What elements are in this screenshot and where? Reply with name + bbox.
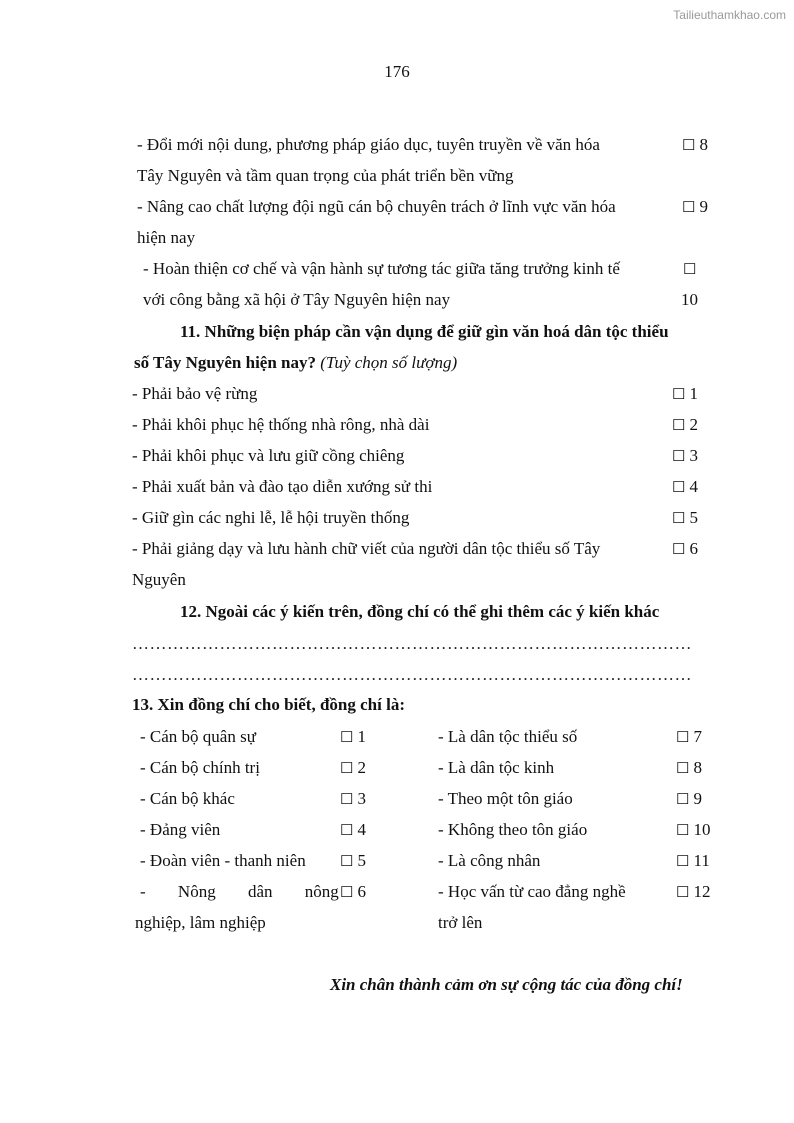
q11-item-3-checkbox[interactable]: ☐ 3 bbox=[672, 446, 698, 465]
q13-right-item-8-checkbox[interactable]: ☐ 8 bbox=[676, 758, 702, 777]
q13-left-item-5-checkbox[interactable]: ☐ 5 bbox=[340, 851, 366, 870]
q12-answer-line2[interactable]: …………………………………………………………………………………… bbox=[132, 665, 692, 684]
q11-item-1-label: - Phải bảo vệ rừng bbox=[132, 384, 258, 403]
q13-right-item-7-label: - Là dân tộc thiểu số bbox=[438, 727, 578, 746]
checkbox-icon: ☐ bbox=[676, 730, 690, 746]
q10-item-10-text-line1: - Hoàn thiện cơ chế và vận hành sự tương tác giữa tăng trưởng kinh tế bbox=[143, 259, 620, 278]
q13-left-item-6-checkbox[interactable]: ☐ 6 bbox=[340, 882, 366, 901]
checkbox-icon: ☐ bbox=[340, 854, 354, 870]
q11-item-5-label: - Giữ gìn các nghi lễ, lễ hội truyền thống bbox=[132, 508, 410, 527]
checkbox-icon: ☐ bbox=[676, 761, 690, 777]
q13-right-item-12-checkbox[interactable]: ☐ 12 bbox=[676, 882, 711, 901]
watermark: Tailieuthamkhao.com bbox=[673, 8, 786, 22]
q13-left-item-6-label: - Nông dân nông bbox=[140, 882, 339, 901]
q11-item-1-checkbox[interactable]: ☐ 1 bbox=[672, 384, 698, 403]
checkbox-icon: ☐ bbox=[676, 885, 690, 901]
q11-item-2-label: - Phải khôi phục hệ thống nhà rông, nhà dài bbox=[132, 415, 430, 434]
q13-right-item-7-checkbox[interactable]: ☐ 7 bbox=[676, 727, 702, 746]
checkbox-icon: ☐ bbox=[672, 542, 686, 558]
q10-item-8-checkbox[interactable]: ☐ 8 bbox=[682, 135, 708, 154]
checkbox-icon: ☐ bbox=[676, 823, 690, 839]
q13-left-item-2-checkbox[interactable]: ☐ 2 bbox=[340, 758, 366, 777]
q11-title-line1: 11. Những biện pháp cần vận dụng để giữ gìn văn hoá dân tộc thiểu bbox=[180, 322, 669, 341]
checkbox-icon: ☐ bbox=[682, 200, 696, 216]
checkbox-icon: ☐ bbox=[340, 761, 354, 777]
closing-thanks: Xin chân thành cảm ơn sự cộng tác của đồng chí! bbox=[330, 975, 683, 994]
q13-right-item-8-label: - Là dân tộc kinh bbox=[438, 758, 555, 777]
checkbox-icon: ☐ bbox=[672, 387, 686, 403]
checkbox-icon: ☐ bbox=[672, 418, 686, 434]
checkbox-icon: ☐ bbox=[340, 792, 354, 808]
q10-item-9-text-line1: - Nâng cao chất lượng đội ngũ cán bộ chuyên trách ở lĩnh vực văn hóa bbox=[137, 197, 616, 216]
q13-right-item-10-label: - Không theo tôn giáo bbox=[438, 820, 588, 839]
q10-item-10-checkbox[interactable] bbox=[683, 259, 696, 280]
q13-right-item-10-checkbox[interactable]: ☐ 10 bbox=[676, 820, 711, 839]
q13-right-item-12-label: - Học vấn từ cao đẳng nghề bbox=[438, 882, 626, 901]
q13-left-item-5-label: - Đoàn viên - thanh niên bbox=[140, 851, 306, 870]
checkbox-icon: ☐ bbox=[672, 480, 686, 496]
q13-left-item-4-checkbox[interactable]: ☐ 4 bbox=[340, 820, 366, 839]
q11-item-6-label-line2: Nguyên bbox=[132, 570, 186, 589]
checkbox-icon: ☐ bbox=[676, 854, 690, 870]
q13-right-item-11-checkbox[interactable]: ☐ 11 bbox=[676, 851, 710, 870]
q10-item-10-text-line2: với công bằng xã hội ở Tây Nguyên hiện nay bbox=[143, 290, 451, 309]
checkbox-icon: ☐ bbox=[672, 511, 686, 527]
q11-title-line2: số Tây Nguyên hiện nay? (Tuỳ chọn số lượng) bbox=[134, 353, 458, 372]
checkbox-icon: ☐ bbox=[340, 730, 354, 746]
checkbox-icon: ☐ bbox=[672, 449, 686, 465]
q13-left-item-2-label: - Cán bộ chính trị bbox=[140, 758, 260, 777]
q13-right-item-11-label: - Là công nhân bbox=[438, 851, 541, 870]
checkbox-icon: ☐ bbox=[682, 138, 696, 154]
q13-left-item-6-label-line2: nghiệp, lâm nghiệp bbox=[135, 913, 266, 932]
checkbox-icon: ☐ bbox=[340, 823, 354, 839]
q13-right-item-12-label-line2: trở lên bbox=[438, 913, 483, 932]
q13-left-item-3-checkbox[interactable]: ☐ 3 bbox=[340, 789, 366, 808]
q11-item-6-label: - Phải giảng dạy và lưu hành chữ viết của người dân tộc thiểu số Tây bbox=[132, 539, 601, 558]
q12-answer-line1[interactable]: …………………………………………………………………………………… bbox=[132, 634, 692, 653]
checkbox-icon: ☐ bbox=[340, 885, 354, 901]
q11-item-3-label: - Phải khôi phục và lưu giữ cồng chiêng bbox=[132, 446, 405, 465]
q10-item-9-checkbox[interactable]: ☐ 9 bbox=[682, 197, 708, 216]
q10-item-9-text-line2: hiện nay bbox=[137, 228, 196, 247]
q10-item-8-text-line1: - Đổi mới nội dung, phương pháp giáo dục, tuyên truyền về văn hóa bbox=[137, 135, 600, 154]
q11-item-4-label: - Phải xuất bản và đào tạo diễn xướng sử thi bbox=[132, 477, 433, 496]
q13-right-item-9-checkbox[interactable]: ☐ 9 bbox=[676, 789, 702, 808]
checkbox-icon: ☐ bbox=[683, 262, 697, 278]
q11-note: (Tuỳ chọn số lượng) bbox=[320, 353, 458, 372]
q13-left-item-1-checkbox[interactable]: ☐ 1 bbox=[340, 727, 366, 746]
page-number: 176 bbox=[384, 62, 410, 81]
q11-item-2-checkbox[interactable]: ☐ 2 bbox=[672, 415, 698, 434]
q13-right-item-9-label: - Theo một tôn giáo bbox=[438, 789, 573, 808]
q11-item-5-checkbox[interactable]: ☐ 5 bbox=[672, 508, 698, 527]
q13-title: 13. Xin đồng chí cho biết, đồng chí là: bbox=[132, 695, 405, 714]
q10-item-10-code: 10 bbox=[681, 290, 698, 309]
q12-title: 12. Ngoài các ý kiến trên, đồng chí có thể ghi thêm các ý kiến khác bbox=[180, 602, 660, 621]
checkbox-icon: ☐ bbox=[676, 792, 690, 808]
q13-left-item-1-label: - Cán bộ quân sự bbox=[140, 727, 256, 746]
q11-item-6-checkbox[interactable]: ☐ 6 bbox=[672, 539, 698, 558]
q13-left-item-4-label: - Đảng viên bbox=[140, 820, 221, 839]
q11-item-4-checkbox[interactable]: ☐ 4 bbox=[672, 477, 698, 496]
q10-item-8-text-line2: Tây Nguyên và tầm quan trọng của phát triển bền vững bbox=[137, 166, 514, 185]
q13-left-item-3-label: - Cán bộ khác bbox=[140, 789, 235, 808]
